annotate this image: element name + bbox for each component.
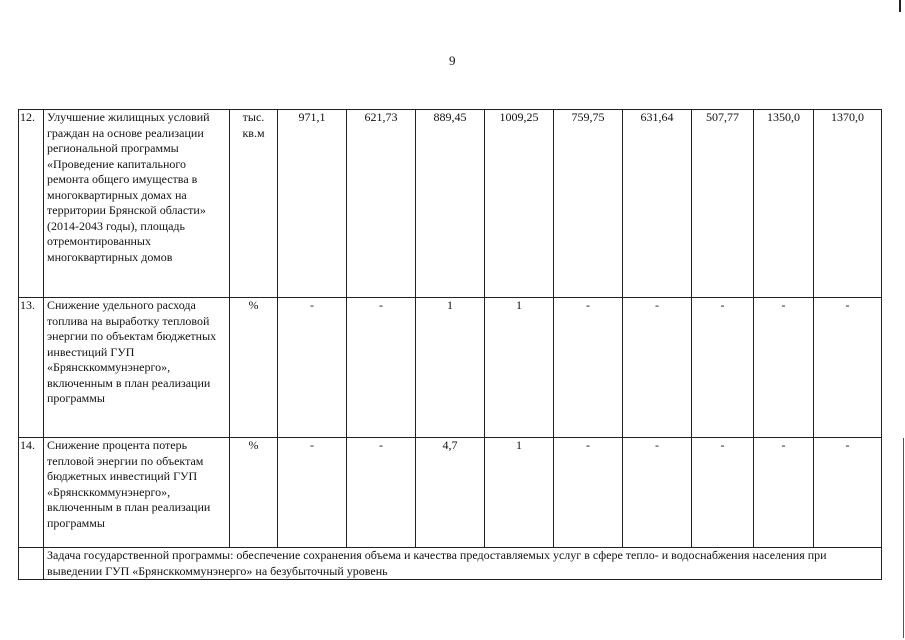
indicator-description: Улучшение жилищных условий граждан на основе реализации региональной программы «Проведение капитального ремонта общего имущества в многоквартирных домах на территории Брянской области» (2014-2043 годы), площадь отремонтированных многоквартирных домов [44,110,230,298]
table-row [19,438,882,548]
value-cell: - [754,438,814,548]
unit-cell: % [230,298,278,438]
table-row [19,298,882,438]
value-cell: - [347,438,416,548]
value-cell: 1 [416,298,485,438]
scan-edge-line [903,438,904,638]
value-cell: 621,73 [347,110,416,298]
row-number: 12. [19,110,44,298]
value-cell: 1370,0 [814,110,882,298]
indicator-description: Снижение удельного расхода топлива на выработку тепловой энергии по объектам бюджетных инвестиций ГУП «Брянсккоммунэнерго», включенным в план реализации программы [44,298,230,438]
row-number: 14. [19,438,44,548]
indicator-description: Снижение процента потерь тепловой энергии по объектам бюджетных инвестиций ГУП «Брянсккоммунэнерго», включенным в план реализации программы [44,438,230,548]
table-row [19,110,882,298]
value-cell: 1350,0 [754,110,814,298]
value-cell: - [692,298,754,438]
value-cell: 1009,25 [485,110,554,298]
program-task-text: Задача государственной программы: обеспечение сохранения объема и качества предоставляемых услуг в сфере тепло- и водоснабжения населения при выведении ГУП «Брянсккоммунэнерго» на безубыточный уровень [44,548,882,580]
value-cell: 889,45 [416,110,485,298]
value-cell: 1 [485,438,554,548]
page-number: 9 [449,53,456,68]
value-cell: - [347,298,416,438]
value-cell: 1 [485,298,554,438]
value-cell: - [554,438,623,548]
value-cell: - [278,438,347,548]
value-cell: - [814,298,882,438]
value-cell: - [814,438,882,548]
task-empty-cell [19,548,44,580]
value-cell: - [623,298,692,438]
value-cell: - [692,438,754,548]
unit-cell: % [230,438,278,548]
row-number: 13. [19,298,44,438]
value-cell: 507,77 [692,110,754,298]
indicators-table [18,109,882,580]
task-row [19,548,882,580]
value-cell: - [754,298,814,438]
unit-cell: тыс. кв.м [230,110,278,298]
value-cell: - [623,438,692,548]
scan-edge-mark [899,0,901,12]
value-cell: 4,7 [416,438,485,548]
value-cell: 631,64 [623,110,692,298]
value-cell: - [278,298,347,438]
value-cell: - [554,298,623,438]
value-cell: 971,1 [278,110,347,298]
value-cell: 759,75 [554,110,623,298]
